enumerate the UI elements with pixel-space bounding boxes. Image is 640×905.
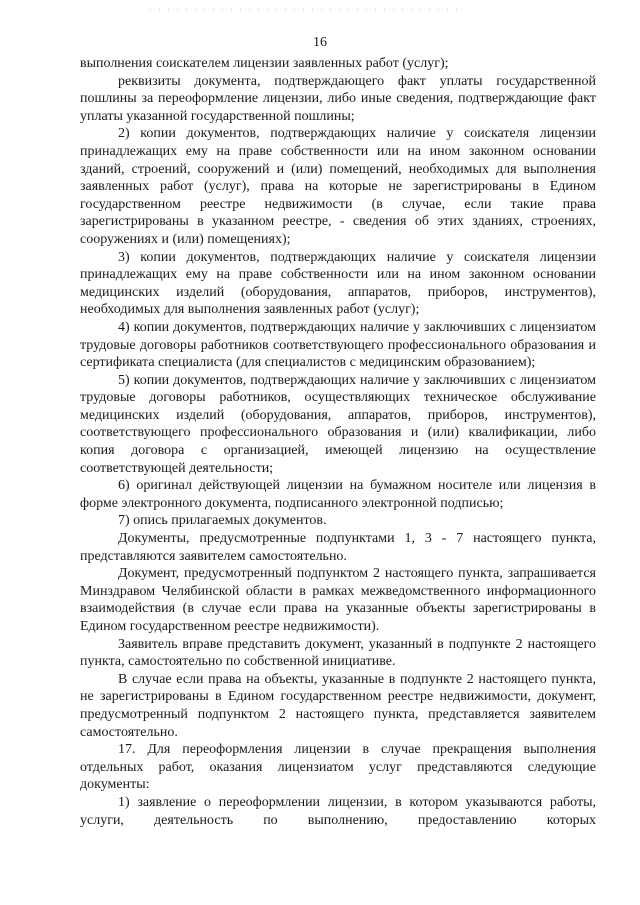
paragraph: 2) копии документов, подтверждающих наличие у соискателя лицензии принадлежащих ему на праве собственности или на ином законном основании зданий, строений, сооружений и (или) помещений, необходимых для выполнения заявленных работ (услуг), права на которые не зарегистрированы в Едином государственном реестре недвижимости (в случае, если такие права зарегистрированы в указанном реестре, - сведения об этих зданиях, строениях, сооружениях и (или) помещениях);	[80, 126, 596, 247]
paragraph: 6) оригинал действующей лицензии на бумажном носителе или лицензия в форме электронного документа, подписанного электронной подписью;	[80, 478, 596, 511]
paragraph: 17. Для переоформления лицензии в случае прекращения выполнения отдельных работ, оказания лицензиатом услуг представляются следующие документы:	[80, 742, 596, 793]
paragraph: Документ, предусмотренный подпунктом 2 настоящего пункта, запрашивается Минздравом Челябинской области в рамках межведомственного информационного взаимодействия (в случае если права на указанные объекты зарегистрированы в Едином государственном реестре недвижимости).	[80, 566, 596, 634]
scan-artifact	[150, 8, 460, 11]
paragraph: Заявитель вправе представить документ, указанный в подпункте 2 настоящего пункта, самостоятельно по собственной инициативе.	[80, 636, 596, 670]
paragraph: 5) копии документов, подтверждающих наличие у заключивших с лицензиатом трудовые договоры работников, осуществляющих техническое обслуживание медицинских изделий (оборудования, аппаратов, приборов, инструментов), соответствующего профессионального образования и (или) квалификации, либо копия договора с организацией, имеющей лицензию на осуществление соответствующей деятельности;	[80, 372, 596, 476]
paragraph: В случае если права на объекты, указанные в подпункте 2 настоящего пункта, не зарегистрированы в Едином государственном реестре недвижимости, документ, предусмотренный подпунктом 2 настоящего пункта, представляется заявителем самостоятельно.	[80, 671, 596, 740]
paragraph: 4) копии документов, подтверждающих наличие у заключивших с лицензиатом трудовые договоры работников соответствующего профессионального образования и сертификата специалиста (для специалистов с медицинским образованием);	[80, 319, 596, 371]
paragraph: выполнения соискателем лицензии заявленных работ (услуг);	[80, 56, 449, 71]
paragraph: Документы, предусмотренные подпунктами 1, 3 - 7 настоящего пункта, представляются заявителем самостоятельно.	[80, 531, 596, 564]
document-body	[80, 55, 596, 829]
paragraph: 1) заявление о переоформлении лицензии, в котором указываются работы, услуги, деятельность по выполнению, предоставлению которых	[80, 794, 596, 828]
page-number: 16	[313, 35, 327, 50]
paragraph: 7) опись прилагаемых документов.	[118, 513, 327, 529]
paragraph: 3) копии документов, подтверждающих наличие у соискателя лицензии принадлежащих ему на праве собственности или на ином законном основании медицинских изделий (оборудования, аппаратов, приборов, инструментов), необходимых для выполнения заявленных работ (услуг);	[80, 249, 596, 318]
paragraph: реквизиты документа, подтверждающего факт уплаты государственной пошлины за переоформление лицензии, либо иные сведения, подтверждающие факт уплаты указанной государственной пошлины;	[80, 73, 596, 124]
